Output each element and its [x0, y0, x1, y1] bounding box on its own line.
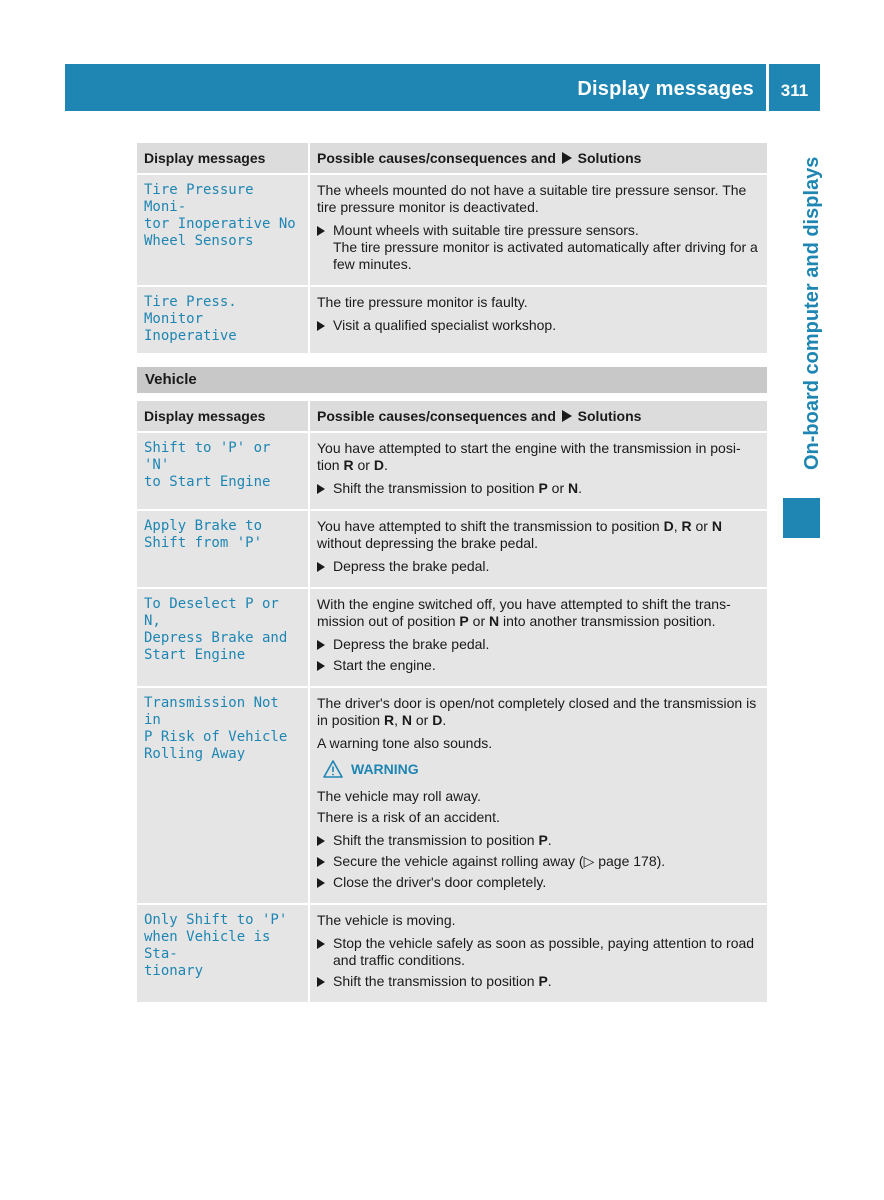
- chapter-label: On-board computer and displays: [801, 156, 823, 470]
- solution-step: Shift the transmission to position P.: [317, 973, 760, 990]
- display-message: To Deselect P or N, Depress Brake and Start Engine: [144, 596, 288, 663]
- col-header-causes: Possible causes/consequences and Solutions: [309, 143, 767, 174]
- step-arrow-icon: [317, 836, 325, 846]
- table-row: [137, 286, 767, 354]
- col-header-display-messages: Display messages: [137, 143, 309, 174]
- causes-cell: [309, 174, 767, 286]
- vehicle-table: [137, 401, 767, 1004]
- warning-triangle-icon: [323, 760, 343, 778]
- solution-step: Start the engine.: [317, 657, 760, 674]
- solution-step: Shift the transmission to position P or N.: [317, 480, 760, 497]
- solution-step: Stop the vehicle safely as soon as possible, paying attention to road and traffic conditions.: [317, 935, 760, 969]
- section-heading: Vehicle: [145, 371, 197, 388]
- display-message: Shift to 'P' or 'N' to Start Engine: [144, 440, 271, 490]
- col-header-display-messages: Display messages: [137, 401, 309, 432]
- chapter-side-tab: [772, 150, 823, 490]
- page-reference-link[interactable]: Secure the vehicle against rolling away (▷ page 178).: [333, 853, 666, 869]
- step-note: The tire pressure monitor is activated automatically after driving for a few minutes.: [333, 239, 758, 272]
- display-message-cell: [137, 286, 309, 354]
- display-message-cell: [137, 904, 309, 1003]
- causes-cell: [309, 286, 767, 354]
- step-arrow-icon: [317, 321, 325, 331]
- step-arrow-icon: [317, 562, 325, 572]
- section-heading-bar: [137, 367, 767, 393]
- solution-step: Depress the brake pedal.: [317, 636, 760, 653]
- causes-cell: [309, 904, 767, 1003]
- cause-text: The vehicle is moving.: [317, 912, 456, 928]
- table-header-row: [137, 401, 767, 432]
- display-message-cell: [137, 432, 309, 510]
- tire-pressure-table: [137, 143, 767, 355]
- display-message: Tire Pressure Moni‐ tor Inoperative No Wheel Sensors: [144, 182, 296, 249]
- warning-heading: [323, 760, 760, 778]
- page-title: Display messages: [577, 78, 754, 100]
- cause-text: You have attempted to shift the transmission to position D, R or N without depressing the brake pedal.: [317, 518, 722, 551]
- warning-label: WARNING: [351, 760, 419, 777]
- solution-step: [317, 853, 760, 870]
- solution-step: Close the driver's door completely.: [317, 874, 760, 891]
- cause-text: You have attempted to start the engine with the transmission in posi‐tion R or D.: [317, 440, 741, 473]
- display-message: Apply Brake to Shift from 'P': [144, 518, 263, 551]
- cause-text: With the engine switched off, you have attempted to shift the trans‐mission out of position P or N into another transmission position.: [317, 596, 731, 629]
- display-message: Tire Press. Monitor Inoperative: [144, 294, 237, 344]
- display-message: Transmission Not in P Risk of Vehicle Rolling Away: [144, 695, 288, 762]
- display-message-cell: [137, 510, 309, 588]
- display-message-cell: [137, 588, 309, 687]
- step-arrow-icon: [317, 857, 325, 867]
- cause-text: The driver's door is open/not completely closed and the transmission is in position R, N or D.: [317, 695, 757, 728]
- step-arrow-icon: [317, 878, 325, 888]
- step-arrow-icon: [317, 977, 325, 987]
- warning-text: The vehicle may roll away.: [317, 788, 481, 804]
- table-header-row: [137, 143, 767, 174]
- display-message-cell: [137, 174, 309, 286]
- step-arrow-icon: [317, 661, 325, 671]
- chapter-marker: [783, 498, 820, 538]
- warning-text: There is a risk of an accident.: [317, 809, 500, 825]
- display-message: Only Shift to 'P' when Vehicle is Sta‐ tionary: [144, 912, 288, 979]
- causes-cell: [309, 510, 767, 588]
- table-row: [137, 588, 767, 687]
- step-arrow-icon: [317, 484, 325, 494]
- table-row: [137, 687, 767, 904]
- table-row: [137, 174, 767, 286]
- solution-step: Visit a qualified specialist workshop.: [317, 317, 760, 334]
- header-bar: [65, 64, 766, 111]
- solution-step: Shift the transmission to position P.: [317, 832, 760, 849]
- causes-cell: [309, 687, 767, 904]
- arrow-right-icon: [562, 410, 572, 422]
- solution-step: Depress the brake pedal.: [317, 558, 760, 575]
- causes-cell: [309, 432, 767, 510]
- table-row: [137, 904, 767, 1003]
- cause-text: The wheels mounted do not have a suitable tire pressure sensor. The tire pressure monitor is deactivated.: [317, 182, 747, 215]
- solution-step: Mount wheels with suitable tire pressure sensors. The tire pressure monitor is activated automatically after driving for a few minutes.: [317, 222, 760, 273]
- table-row: [137, 432, 767, 510]
- page-number: 311: [780, 81, 809, 100]
- step-arrow-icon: [317, 939, 325, 949]
- page-number-box: [769, 64, 820, 111]
- causes-cell: [309, 588, 767, 687]
- col-header-causes: Possible causes/consequences and Solutions: [309, 401, 767, 432]
- step-arrow-icon: [317, 640, 325, 650]
- arrow-right-icon: [562, 152, 572, 164]
- step-arrow-icon: [317, 226, 325, 236]
- cause-text: A warning tone also sounds.: [317, 735, 493, 751]
- cause-text: The tire pressure monitor is faulty.: [317, 294, 528, 310]
- display-message-cell: [137, 687, 309, 904]
- table-row: [137, 510, 767, 588]
